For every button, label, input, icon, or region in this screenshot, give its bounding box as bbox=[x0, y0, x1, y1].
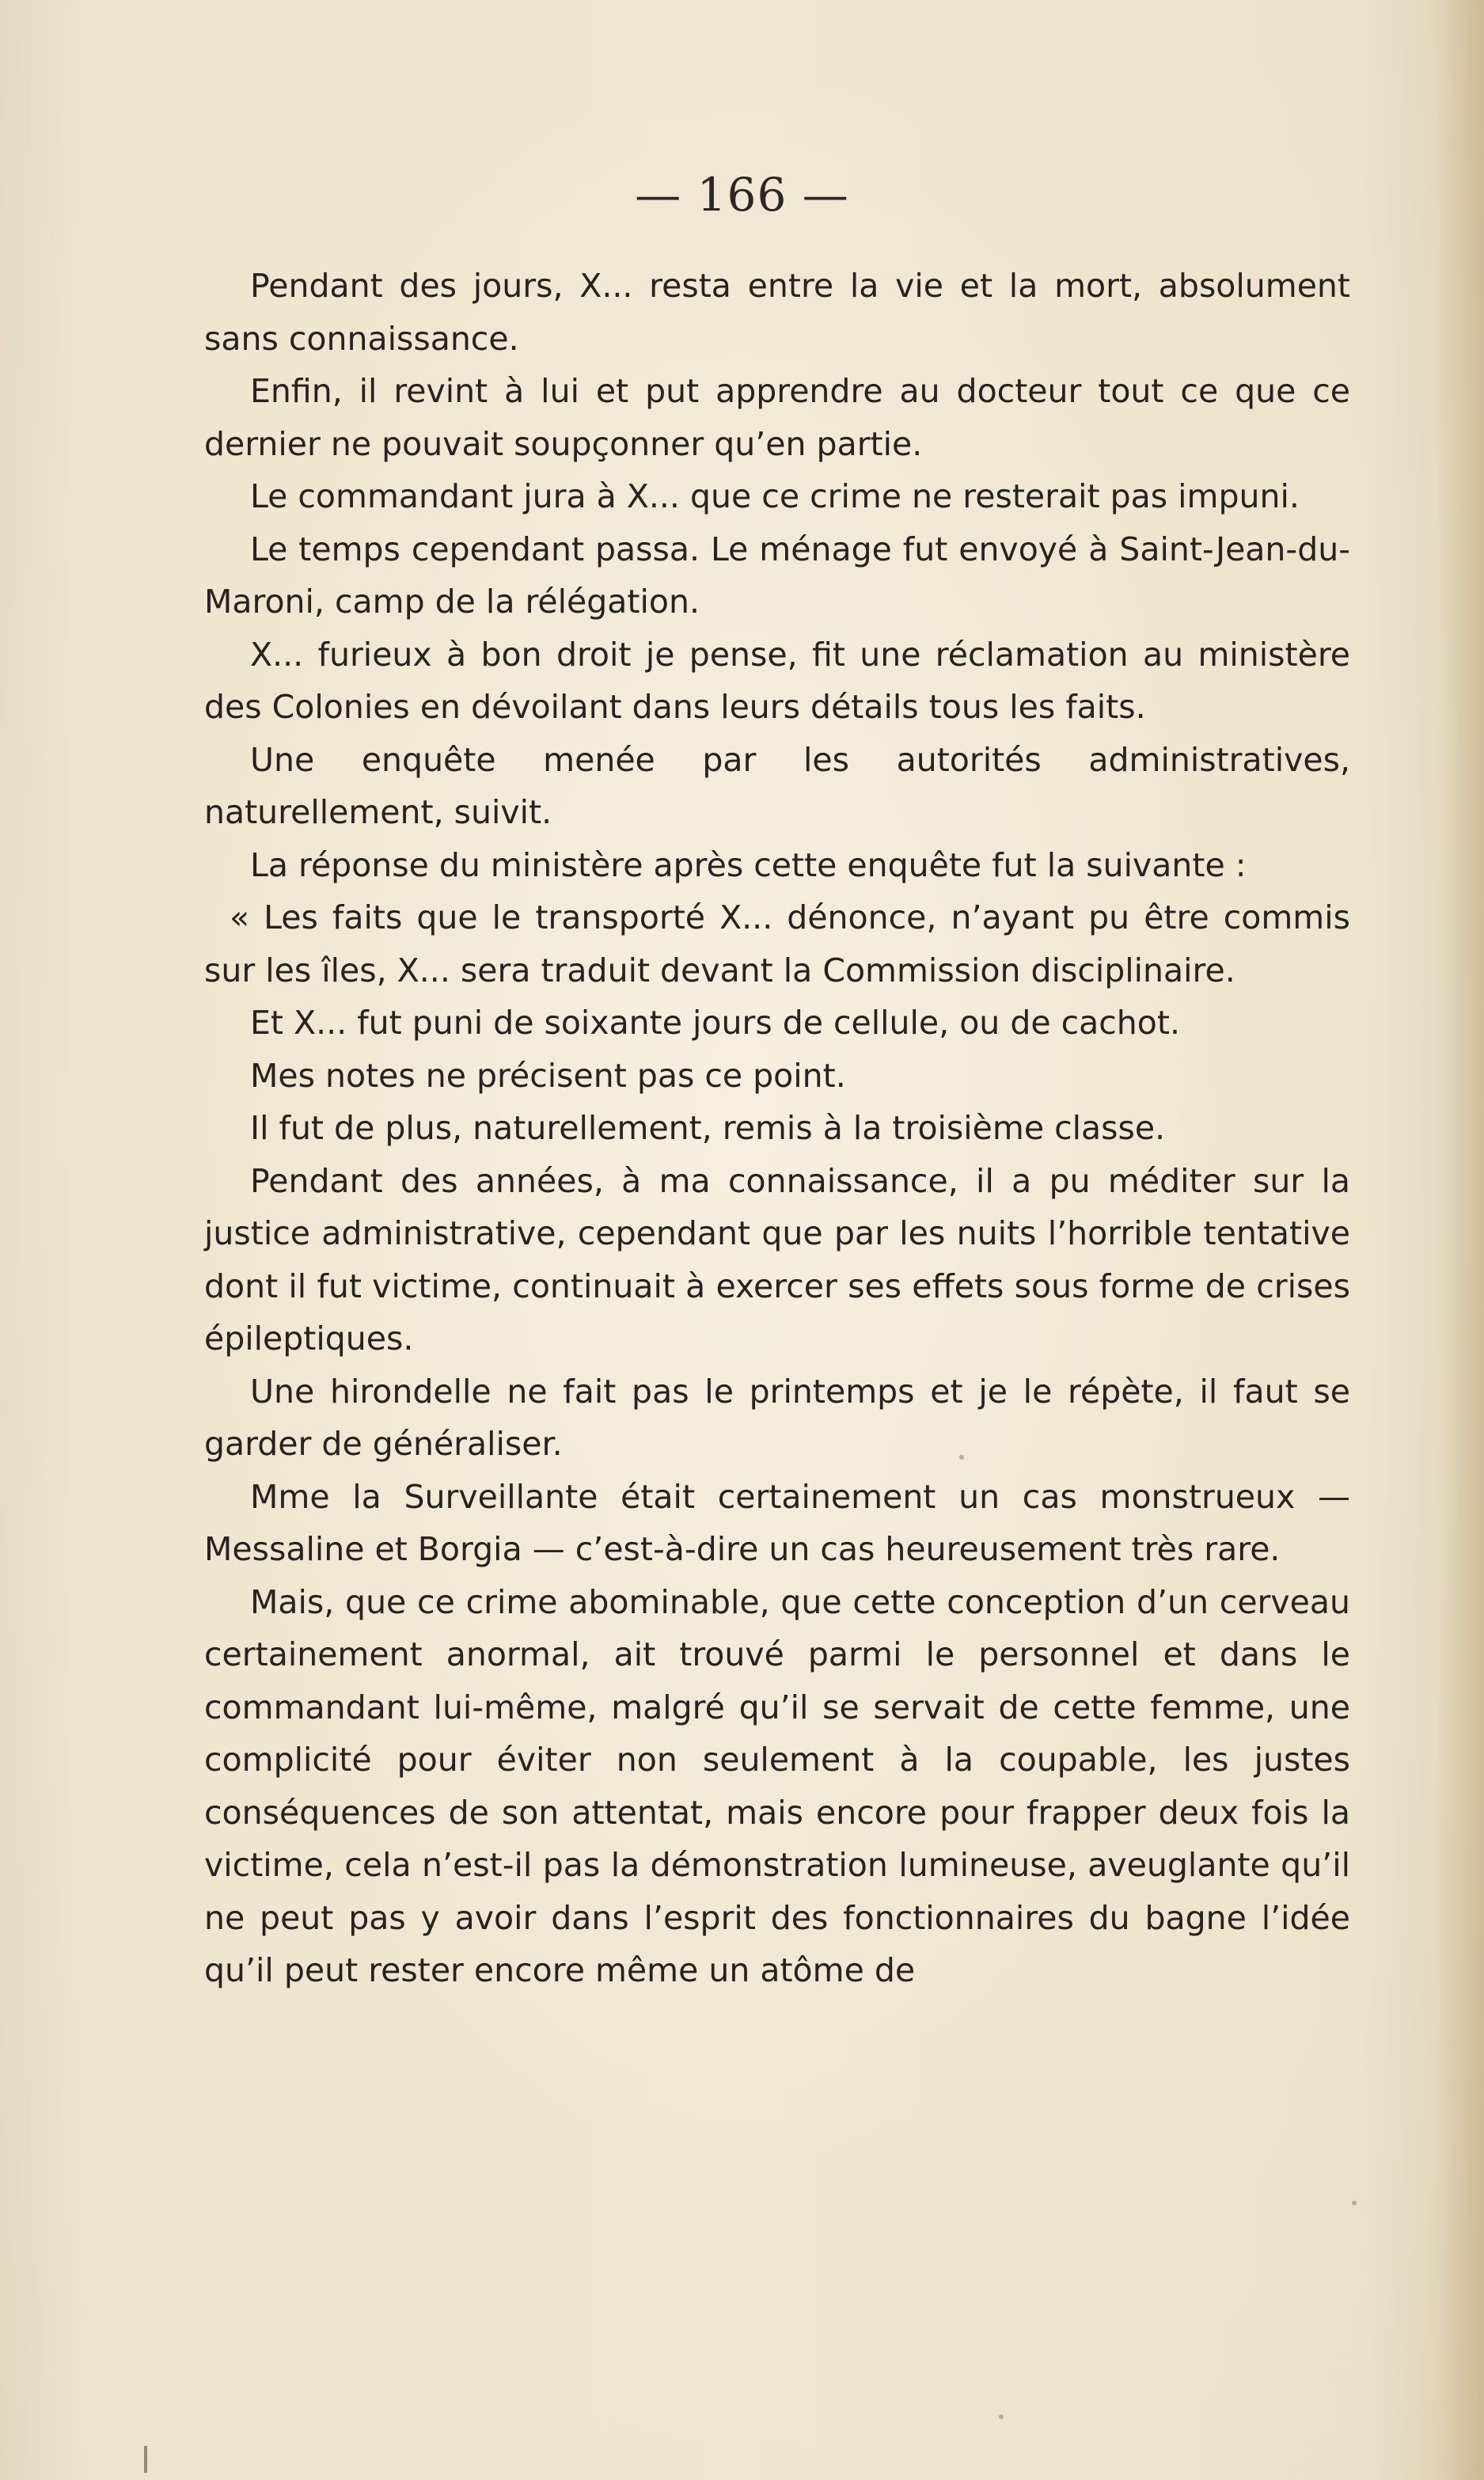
paragraph: Mme la Surveillante était certainement un cas monstrueux — Messaline et Borgia — c’est-à-dire un cas heureusement très rare. bbox=[204, 1477, 1350, 1568]
paper-speck bbox=[959, 1455, 964, 1460]
paragraph: Une enquête menée par les autorités administratives, naturellement, suivit. bbox=[204, 740, 1350, 831]
paragraph: Pendant des jours, X... resta entre la vie et la mort, absolument sans connaissance. bbox=[204, 267, 1350, 358]
paragraph: Une hirondelle ne fait pas le printemps et je le répète, il faut se garder de généraliser. bbox=[204, 1372, 1350, 1463]
paragraph: Enfin, il revint à lui et put apprendre au docteur tout ce que ce dernier ne pouvait soupçonner qu’en partie. bbox=[204, 372, 1350, 463]
paragraph: Il fut de plus, naturellement, remis à la troisième classe. bbox=[250, 1109, 1166, 1147]
paragraph: Mes notes ne précisent pas ce point. bbox=[250, 1056, 846, 1095]
paragraph: Le commandant jura à X... que ce crime ne resterait pas impuni. bbox=[250, 477, 1300, 515]
paragraph: Pendant des années, à ma connaissance, il a pu méditer sur la justice administrative, cependant que par les nuits l’horrible tentative dont il fut victime, continuait à exercer ses effets sous forme de crises épileptiques. bbox=[204, 1161, 1350, 1358]
paragraph: X... furieux à bon droit je pense, fit une réclamation au ministère des Colonies en dévoilant dans leurs détails tous les faits. bbox=[204, 635, 1350, 726]
body-text bbox=[204, 260, 1350, 1997]
paper-speck bbox=[999, 2414, 1004, 2419]
page-number: — 166 — bbox=[635, 168, 849, 222]
paper-speck bbox=[1352, 2201, 1357, 2205]
paragraph: Et X... fut puni de soixante jours de cellule, ou de cachot. bbox=[250, 1004, 1180, 1042]
paragraph: Le temps cependant passa. Le ménage fut envoyé à Saint-Jean-du-Maroni, camp de la rélégation. bbox=[204, 530, 1350, 621]
paragraph: Mais, que ce crime abominable, que cette conception d’un cerveau certainement anormal, ait trouvé parmi le personnel et dans le commandant lui-même, malgré qu’il se servait de cette femme, une complicité pour éviter non seulement à la coupable, les justes conséquences de son attentat, mais encore pour frapper deux fois la victime, cela n’est-il pas la démonstration lumineuse, aveuglante qu’il ne peut pas y avoir dans l’esprit des fonctionnaires du bagne l’idée qu’il peut rester encore même un atôme de bbox=[204, 1582, 1350, 1989]
quotation-paragraph: « Les faits que le transporté X... dénonce, n’ayant pu être commis sur les îles, X... sera traduit devant la Commission disciplinaire. bbox=[204, 898, 1350, 989]
margin-mark bbox=[144, 2446, 147, 2473]
paragraph: La réponse du ministère après cette enquête fut la suivante : bbox=[250, 845, 1247, 884]
